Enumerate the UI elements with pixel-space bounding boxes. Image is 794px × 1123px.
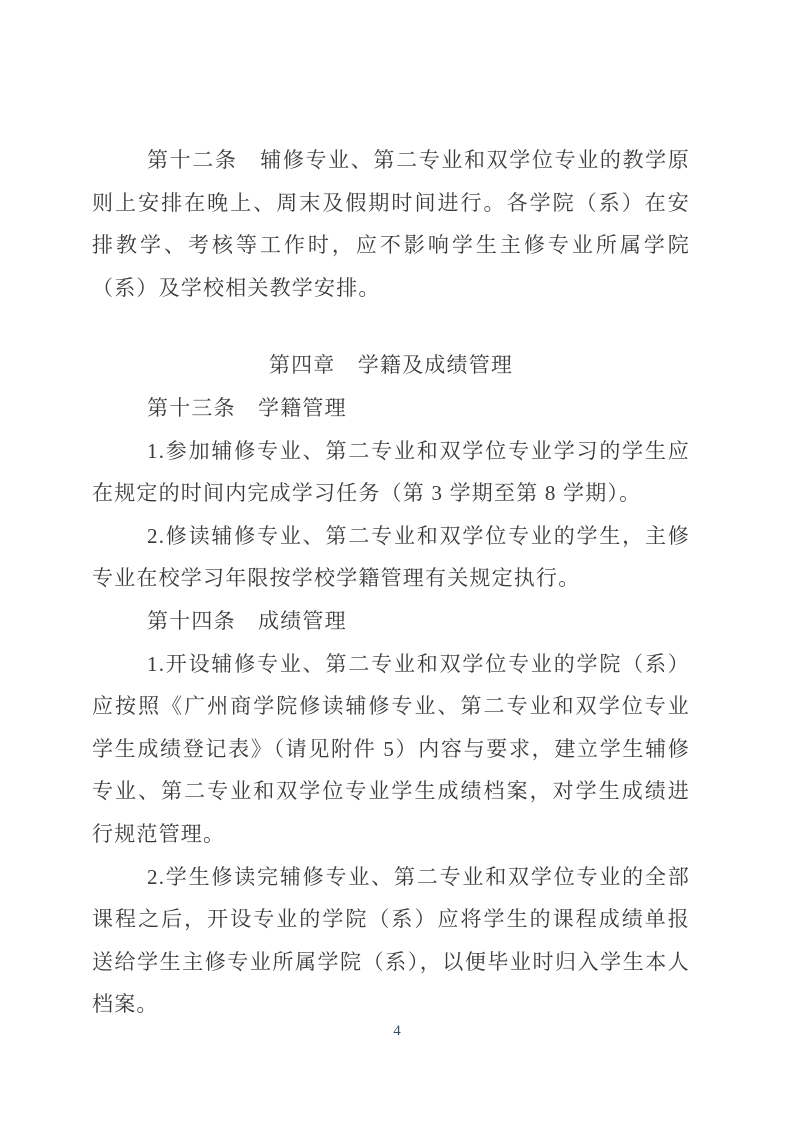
paragraph-article-14-item-1: 1.开设辅修专业、第二专业和双学位专业的学院（系）应按照《广州商学院修读辅修专业、第二专业和双学位专业学生成绩登记表》（请见附件 5）内容与要求，建立学生辅修专业、第二专业和双学位专业学生成绩档案，对学生成绩进行规范管理。 <box>92 651 690 846</box>
page-number: 4 <box>393 1023 401 1039</box>
page-body-text <box>92 139 690 1026</box>
paragraph-article-13-item-1: 1.参加辅修专业、第二专业和双学位专业学习的学生应在规定的时间内完成学习任务（第 3 学期至第 8 学期）。 <box>92 438 690 506</box>
paragraph-article-12: 第十二条 辅修专业、第二专业和双学位专业的教学原则上安排在晚上、周末及假期时间进行。各学院（系）在安排教学、考核等工作时，应不影响学生主修专业所属学院（系）及学校相关教学安排。 <box>92 148 690 300</box>
paragraph-article-14-item-2: 2.学生修读完辅修专业、第二专业和双学位专业的全部课程之后，开设专业的学院（系）应将学生的课程成绩单报送给学生主修专业所属学院（系），以便毕业时归入学生本人档案。 <box>92 864 690 1017</box>
paragraph-article-13-title: 第十三条 学籍管理 <box>147 395 347 420</box>
paragraph-article-13-item-2: 2.修读辅修专业、第二专业和双学位专业的学生，主修专业在校学习年限按学校学籍管理有关规定执行。 <box>92 523 690 591</box>
chapter-heading: 第四章 学籍及成绩管理 <box>268 353 514 378</box>
paragraph-article-14-title: 第十四条 成绩管理 <box>147 608 347 633</box>
